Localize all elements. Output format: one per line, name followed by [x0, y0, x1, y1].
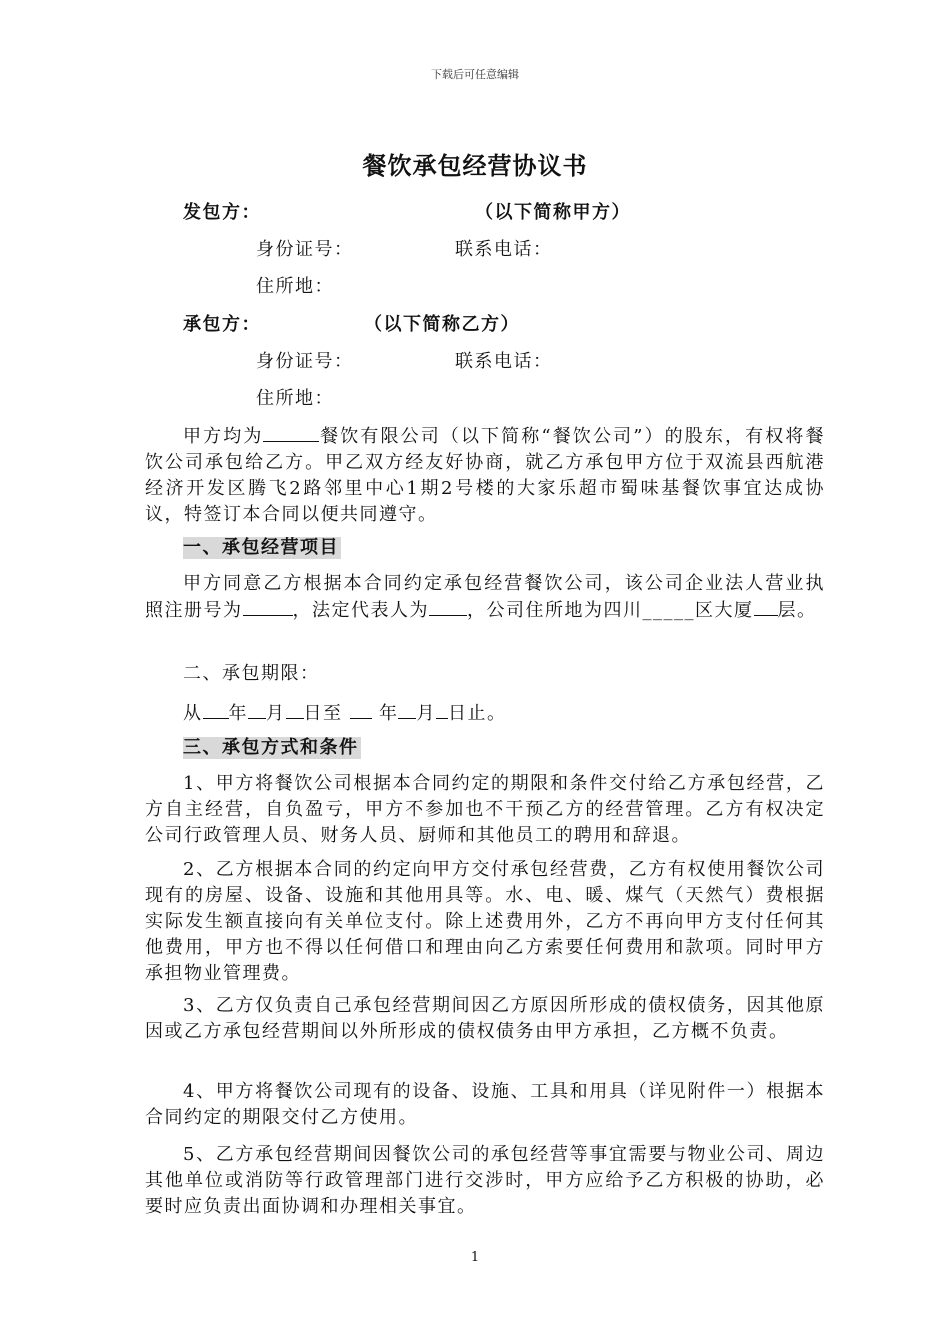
- intro-part1: 甲方均为: [183, 426, 264, 447]
- section1-paragraph: [145, 571, 825, 624]
- blank-underline: [754, 597, 778, 616]
- section1-heading: 一、承包经营项目: [183, 537, 339, 558]
- party-b-id-label: 身份证号：: [256, 351, 354, 372]
- party-b-label: 承包方：: [183, 314, 261, 335]
- section1-part4: 层。: [777, 600, 817, 621]
- party-a-alias: （以下简称甲方）: [475, 202, 631, 223]
- document-title: 餐饮承包经营协议书: [362, 151, 588, 180]
- term-line: 从 年 月 日至 年 月 日止。: [183, 700, 506, 725]
- blank-underline: [243, 597, 293, 616]
- party-a-id-label: 身份证号：: [256, 239, 354, 260]
- section3-heading: 三、承包方式和条件: [183, 737, 359, 758]
- blank-underline: [203, 700, 229, 719]
- section3-item-3: 3、乙方仅负责自己承包经营期间因乙方原因所形成的债权债务，因其他原因或乙方承包经营期间以外所形成的债权债务由甲方承担，乙方概不负责。: [145, 995, 825, 1042]
- section3-item-4: 4、甲方将餐饮公司现有的设备、设施、工具和用具（详见附件一）根据本合同约定的期限交付乙方使用。: [145, 1081, 825, 1128]
- section2-heading: 二、承包期限：: [183, 663, 320, 684]
- intro-part2: 餐饮有限公司（以下简称“餐饮公司”）的股东，有权将餐饮公司承包给乙方。甲乙双方经友好协商，就乙方承包甲方位于双流县西航港经济开发区腾飞2路邻里中心1期2号楼的大家乐超市蜀味基餐饮事宜达成协议，特签订本合同以便共同遵守。: [145, 426, 826, 525]
- section1-part2: ，法定代表人为: [292, 600, 429, 621]
- blank-underline: [436, 700, 448, 719]
- section1-part3: ，公司住所地为四川_____区大厦: [467, 600, 754, 621]
- party-b-phone-label: 联系电话：: [455, 351, 553, 372]
- section3-item-2: 2、乙方根据本合同的约定向甲方交付承包经营费，乙方有权使用餐饮公司现有的房屋、设备、设施和其他用具等。水、电、暖、煤气（天然气）费根据实际发生额直接向有关单位支付。除上述费用外，乙方不再向甲方支付任何其他费用，甲方也不得以任何借口和理由向乙方索要任何费用和款项。同时甲方承担物业管理费。: [145, 859, 825, 984]
- blank-underline: [286, 700, 304, 719]
- page-number: 1: [470, 1250, 480, 1265]
- header-note: 下载后可任意编辑: [431, 68, 519, 81]
- blank-underline: [429, 597, 467, 616]
- party-b-address-label: 住所地：: [256, 388, 334, 409]
- section3-item-1: 1、甲方将餐饮公司根据本合同约定的期限和条件交付给乙方承包经营，乙方自主经营，自负盈亏，甲方不参加也不干预乙方的经营管理。乙方有权决定公司行政管理人员、财务人员、厨师和其他员工的聘用和辞退。: [145, 773, 825, 846]
- party-a-address-label: 住所地：: [256, 276, 334, 297]
- blank-underline: [350, 700, 372, 719]
- section3-item-5: 5、乙方承包经营期间因餐饮公司的承包经营等事宜需要与物业公司、周边其他单位或消防等行政管理部门进行交涉时，甲方应给予乙方积极的协助，必要时应负责出面协调和办理相关事宜。: [145, 1144, 825, 1217]
- party-b-alias: （以下简称乙方）: [364, 314, 520, 335]
- blank-underline: [248, 700, 266, 719]
- section1-part1: 甲方同意乙方根据本合同约定承包经营餐饮公司，该公司企业法人营业执照注册号为: [145, 573, 825, 621]
- party-a-label: 发包方：: [183, 202, 261, 223]
- party-a-phone-label: 联系电话：: [455, 239, 553, 260]
- blank-underline: [263, 423, 319, 442]
- blank-underline: [398, 700, 416, 719]
- intro-paragraph: [145, 423, 825, 528]
